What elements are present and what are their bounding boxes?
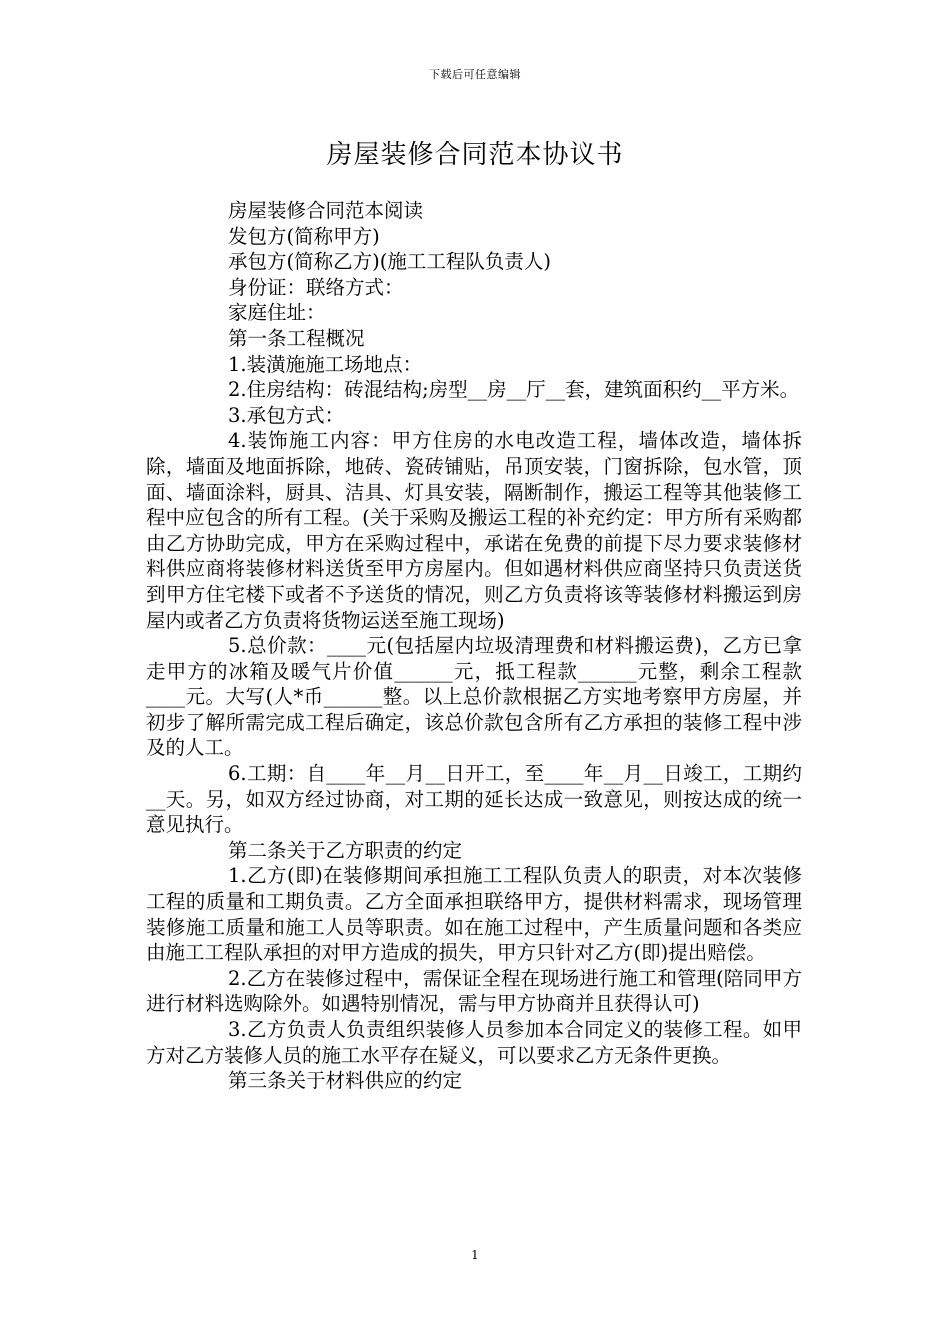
- page-header: 下载后可任意编辑: [429, 68, 521, 81]
- section-heading: 第一条工程概况: [228, 326, 365, 350]
- paragraph: 5.总价款：____元(包括屋内垃圾清理费和材料搬运费)，乙方已拿走甲方的冰箱及暖气片价值______元，抵工程款______元整，剩余工程款____元。大写(人*币______整。以上总价款根据乙方实地考察甲方房屋，并初步了解所需完成工程后确定，该总价款包含所有乙方承担的装修工程中涉及的人工。: [146, 634, 802, 760]
- paragraph: 3.承包方式：: [228, 403, 345, 427]
- section-heading: 第二条关于乙方职责的约定: [228, 838, 463, 862]
- paragraph: 房屋装修合同范本阅读: [228, 199, 424, 222]
- section-heading: 第三条关于材料供应的约定: [228, 1069, 463, 1093]
- paragraph: 1.装潢施施工场地点：: [228, 352, 423, 376]
- paragraph: 6.工期：自____年__月__日开工，至____年__月__日竣工，工期约__天。另，如双方经过协商，对工期的延长达成一致意见，则按达成的统一意见执行。: [146, 762, 802, 837]
- paragraph: 1.乙方(即)在装修期间承担施工工程队负责人的职责，对本次装修工程的质量和工期负责。乙方全面承担联络甲方，提供材料需求，现场管理装修施工质量和施工人员等职责。如在施工过程中，产生质量问题和各类应由施工工程队承担的对甲方造成的损失，甲方只针对乙方(即)提出赔偿。: [146, 864, 802, 965]
- paragraph: 2.住房结构：砖混结构;房型__房__厅__套，建筑面积约__平方米。: [228, 378, 800, 402]
- paragraph: 4.装饰施工内容：甲方住房的水电改造工程，墙体改造，墙体拆除，墙面及地面拆除，地砖、瓷砖铺贴，吊顶安装，门窗拆除，包水管，顶面、墙面涂料，厨具、洁具、灯具安装，隔断制作，搬运工程等其他装修工程中应包含的所有工程。(关于采购及搬运工程的补充约定：甲方所有采购都由乙方协助完成，甲方在采购过程中，承诺在免费的前提下尽力要求装修材料供应商将装修材料送货至甲方房屋内。但如遇材料供应商坚持只负责送货到甲方住宅楼下或者不予送货的情况，则乙方负责将该等装修材料搬运到房屋内或者乙方负责将货物运送至施工现场): [146, 429, 802, 632]
- paragraph: 3.乙方负责人负责组织装修人员参加本合同定义的装修工程。如甲方对乙方装修人员的施工水平存在疑义，可以要求乙方无条件更换。: [146, 1018, 802, 1067]
- paragraph: 发包方(简称甲方): [228, 224, 380, 248]
- paragraph: 承包方(简称乙方)(施工工程队负责人): [228, 250, 551, 274]
- page-number: 1: [471, 1248, 479, 1262]
- paragraph: 家庭住址：: [228, 301, 326, 325]
- paragraph: 2.乙方在装修过程中，需保证全程在现场进行施工和管理(陪同甲方进行材料选购除外。如遇特别情况，需与甲方协商并且获得认可): [146, 966, 802, 1016]
- document-title: 房屋装修合同范本协议书: [326, 140, 624, 170]
- document-body: [146, 198, 802, 1094]
- paragraph: 身份证：联络方式：: [228, 275, 404, 299]
